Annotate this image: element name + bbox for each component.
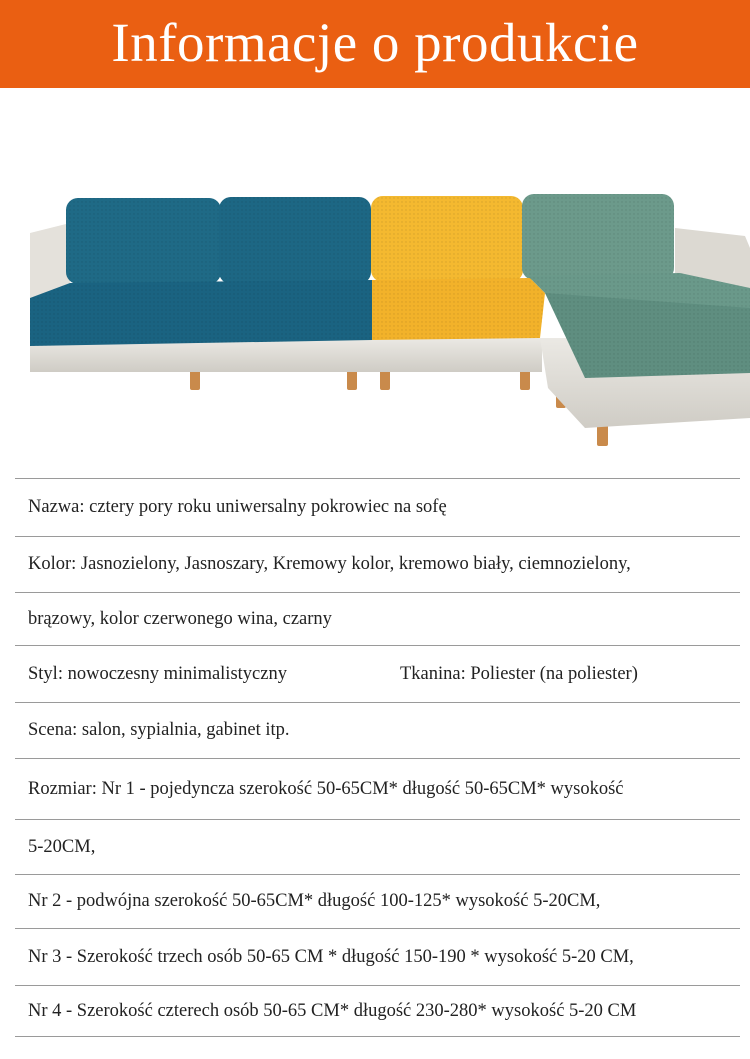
- scene-text: Scena: salon, sypialnia, gabinet itp.: [28, 720, 290, 740]
- page-title: Informacje o produkcie: [111, 11, 639, 73]
- size-text-continued: 5-20CM,: [28, 836, 96, 857]
- info-row-size-nr3: [15, 928, 740, 985]
- size-nr2-text: Nr 2 - podwójna szerokość 50-65CM* długość 100-125* wysokość 5-20CM,: [28, 891, 601, 911]
- product-photo: [0, 88, 750, 480]
- color-text: Kolor: Jasnozielony, Jasnoszary, Kremowy kolor, kremowo biały, ciemnozielony,: [28, 554, 631, 574]
- info-row-size-nr2: [15, 874, 740, 928]
- style-text: Styl: nowoczesny minimalistyczny: [28, 663, 287, 684]
- size-nr3-text: Nr 3 - Szerokość trzech osób 50-65 CM * długość 150-190 * wysokość 5-20 CM,: [28, 946, 634, 967]
- name-text: Nazwa: cztery pory roku uniwersalny pokrowiec na sofę: [28, 497, 447, 517]
- size-nr4-text: Nr 4 - Szerokość czterech osób 50-65 CM* długość 230-280* wysokość 5-20 CM: [28, 1000, 637, 1021]
- info-row-name: [15, 478, 740, 536]
- info-row-style-fabric: [15, 645, 740, 702]
- color-text-continued: brązowy, kolor czerwonego wina, czarny: [28, 608, 332, 629]
- info-row-color-continued: [15, 592, 740, 645]
- size-text: Rozmiar: Nr 1 - pojedyncza szerokość 50-65CM* długość 50-65CM* wysokość: [28, 778, 624, 799]
- fabric-text: Tkanina: Poliester (na poliester): [400, 663, 638, 684]
- info-row-size-continued: [15, 819, 740, 874]
- sofa-illustration: [0, 88, 750, 480]
- info-row-size: [15, 758, 740, 819]
- sofa-base: [370, 338, 542, 372]
- header-banner: [0, 0, 750, 88]
- info-row-size-nr4: [15, 985, 740, 1037]
- info-row-scene: [15, 702, 740, 758]
- info-row-color: [15, 536, 740, 592]
- product-info-table: [15, 478, 740, 1037]
